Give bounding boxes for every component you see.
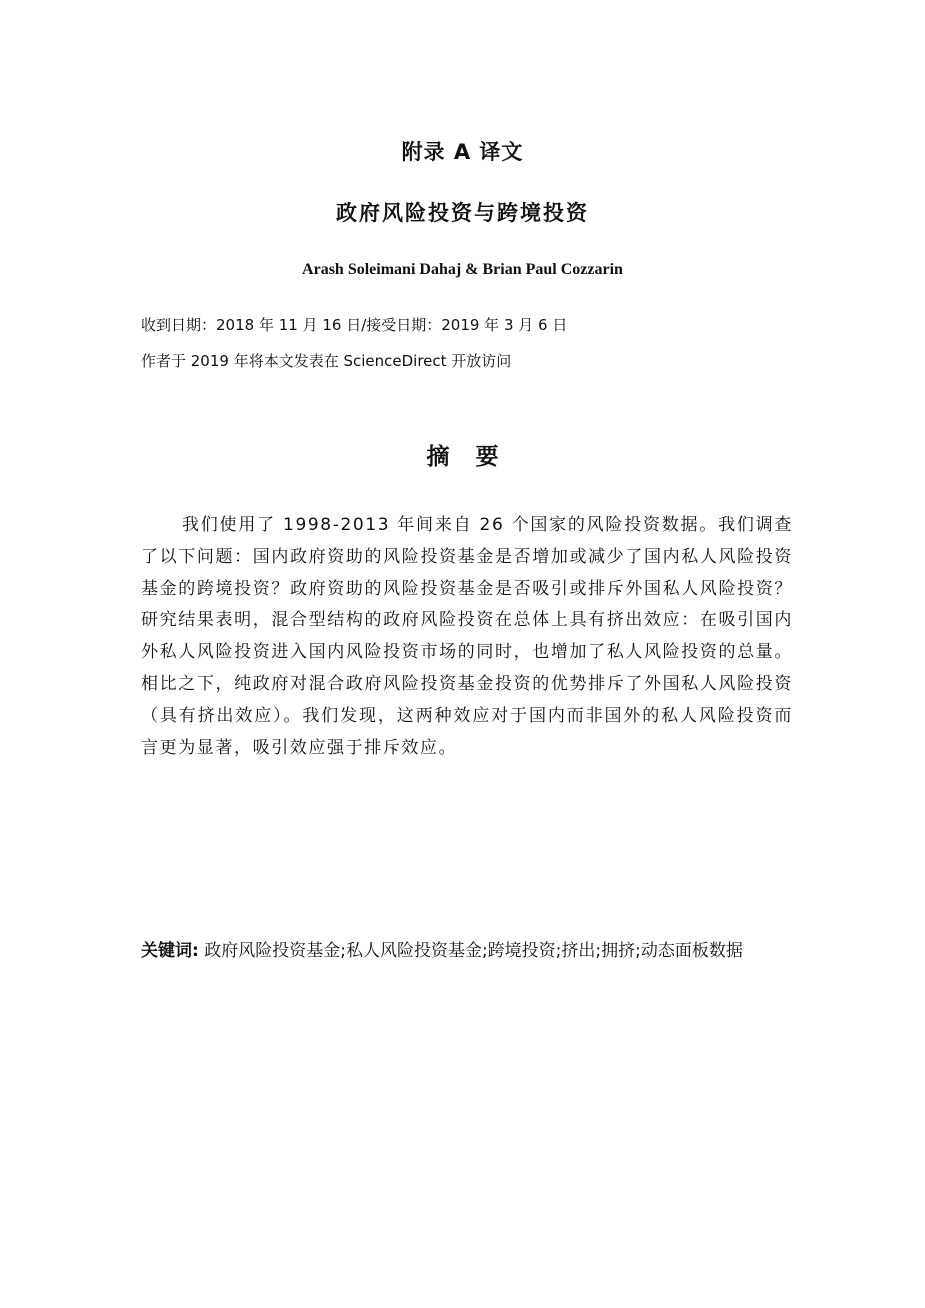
keywords-label: 关键词: xyxy=(141,941,199,961)
paper-title: 政府风险投资与跨境投资 xyxy=(336,201,589,225)
publication-note: 作者于 2019 年将本文发表在 ScienceDirect 开放访问 xyxy=(141,352,512,370)
keywords xyxy=(141,935,793,968)
abstract-body: 我们使用了 1998-2013 年间来自 26 个国家的风险投资数据。我们调查了以下问题：国内政府资助的风险投资基金是否增加或减少了国内私人风险投资基金的跨境投资？政府资助的风险投资基金是否吸引或排斥外国私人风险投资？研究结果表明，混合型结构的政府风险投资在总体上具有挤出效应：在吸引国内外私人风险投资进入国内风险投资市场的同时，也增加了私人风险投资的总量。相比之下，纯政府对混合政府风险投资基金投资的优势排斥了外国私人风险投资（具有挤出效应）。我们发现，这两种效应对于国内而非国外的私人风险投资而言更为显著，吸引效应强于排斥效应。 xyxy=(141,515,793,758)
keywords-text: 政府风险投资基金;私人风险投资基金;跨境投资;挤出;拥挤;动态面板数据 xyxy=(204,941,743,961)
abstract-heading: 摘要 xyxy=(426,444,525,470)
authors: Arash Soleimani Dahaj & Brian Paul Cozzarin xyxy=(302,261,623,278)
received-accepted-dates: 收到日期：2018 年 11 月 16 日/接受日期：2019 年 3 月 6 日 xyxy=(141,316,568,334)
appendix-heading: 附录 A 译文 xyxy=(401,140,524,164)
